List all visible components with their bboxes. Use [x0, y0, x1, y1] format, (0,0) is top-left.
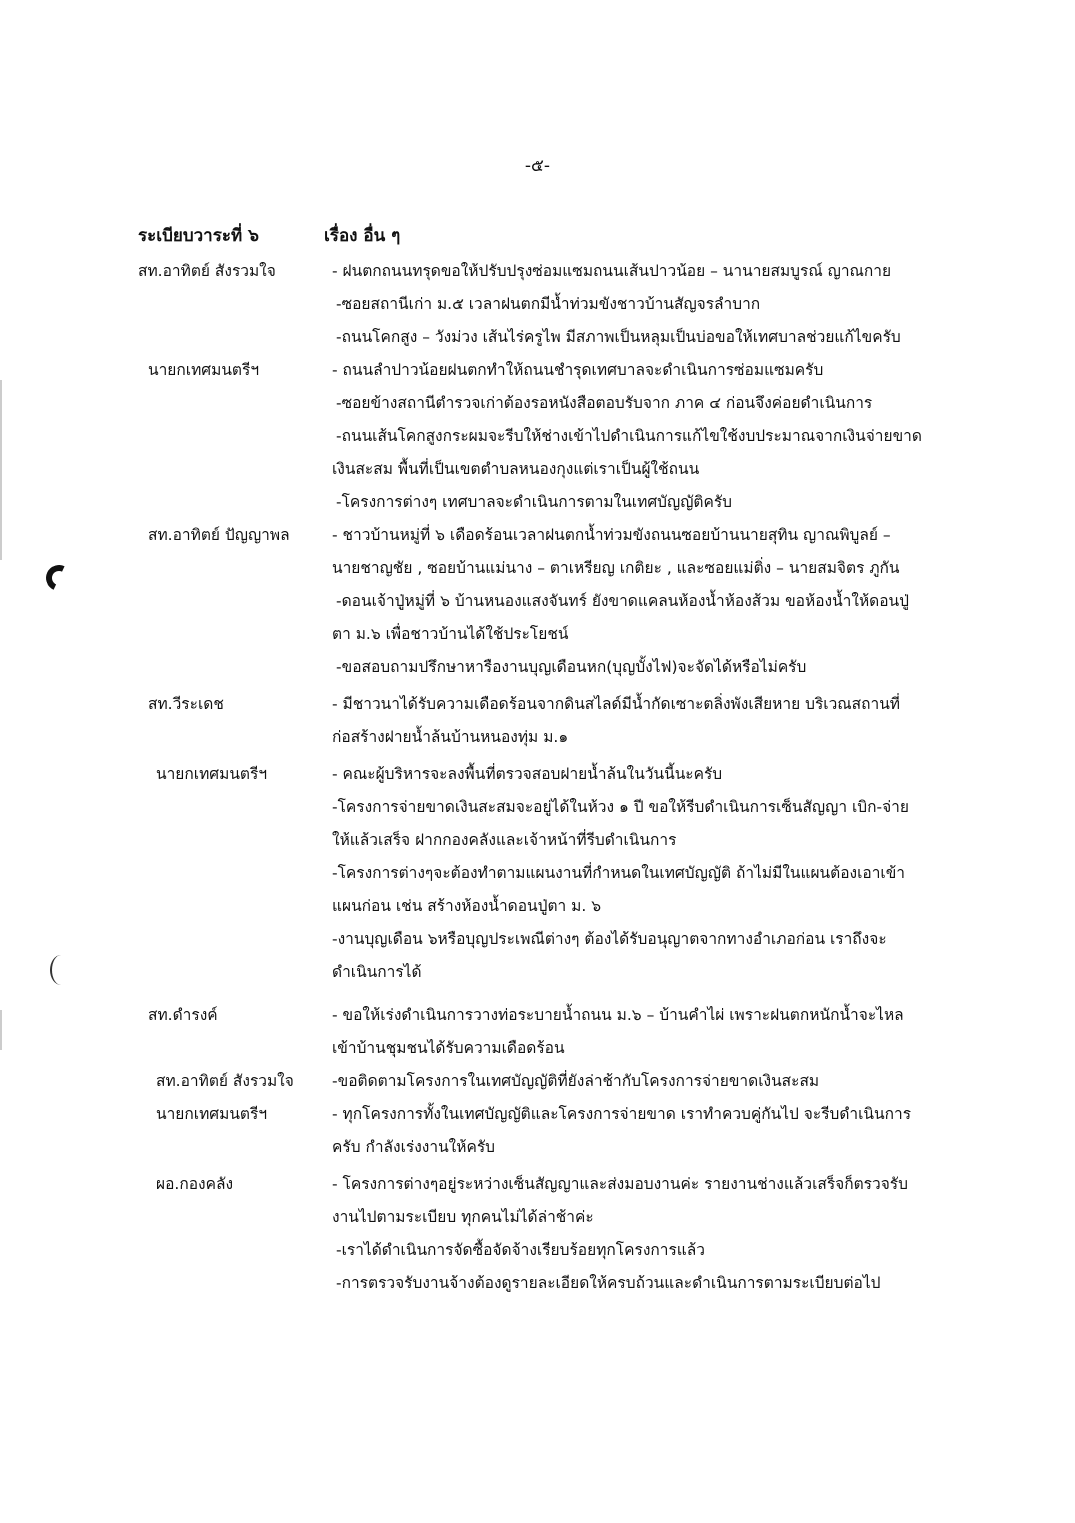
entry-line: แผนก่อน เช่น สร้างห้องน้ำดอนปู่ตา ม. ๖	[332, 897, 602, 915]
entry-line: ครับ กำลังเร่งงานให้ครับ	[332, 1138, 495, 1156]
minutes-entry	[138, 1065, 953, 1098]
entry-line: -โครงการต่างๆจะต้องทำตามแผนงานที่กำหนดในเทศบัญญัติ ถ้าไม่มีในแผนต้องเอาเข้า	[332, 864, 906, 882]
entry-line: - ชาวบ้านหมู่ที่ ๖ เดือดร้อนเวลาฝนตกน้ำท่วมขังถนนซอยบ้านนายสุทิน ญาณพิบูลย์ –	[332, 526, 891, 544]
scan-edge	[0, 380, 2, 560]
entry-line: งานไปตามระเบียบ ทุกคนไม่ได้ล่าช้าค่ะ	[332, 1208, 594, 1226]
entry-body	[332, 354, 953, 519]
punch-hole-mark	[42, 561, 75, 594]
speaker-name: นายกเทศมนตรีฯ	[156, 765, 268, 783]
margin-mark	[50, 955, 72, 985]
speaker-name: สท.อาทิตย์ สังรวมใจ	[138, 262, 276, 280]
speaker-name: นายกเทศมนตรีฯ	[148, 361, 260, 379]
speaker-name: ผอ.กองคลัง	[156, 1175, 234, 1193]
entry-line: ตา ม.๖ เพื่อชาวบ้านได้ใช้ประโยชน์	[332, 625, 569, 643]
entry-line: -งานบุญเดือน ๖หรือบุญประเพณีต่างๆ ต้องได้รับอนุญาตจากทางอำเภอก่อน เราถึงจะ	[332, 930, 887, 948]
entry-line: - ฝนตกถนนทรุดขอให้ปรับปรุงซ่อมแซมถนนเส้นปาวน้อย – นานายสมบูรณ์ ญาณกาย	[332, 262, 892, 280]
entry-line: -ขอติดตามโครงการในเทศบัญญัติที่ยังล่าช้ากับโครงการจ่ายขาดเงินสะสม	[332, 1072, 820, 1090]
entry-line: - โครงการต่างๆอยู่ระหว่างเซ็นสัญญาและส่งมอบงานค่ะ รายงานช่างแล้วเสร็จก็ตรวจรับ	[332, 1175, 908, 1193]
entry-line: นายชาญชัย , ซอยบ้านแม่นาง – ตาเหรียญ เกติยะ , และซอยแม่ติ่ง – นายสมจิตร ภูกัน	[332, 559, 900, 577]
entry-line: - มีชาวนาได้รับความเดือดร้อนจากดินสไลด์มีน้ำกัดเซาะตลิ่งพังเสียหาย บริเวณสถานที่	[332, 695, 901, 713]
minutes-entry	[138, 1098, 953, 1164]
entry-line: ให้แล้วเสร็จ ฝากกองคลังและเจ้าหน้าที่รีบดำเนินการ	[332, 831, 677, 849]
minutes-entry	[138, 999, 953, 1065]
speaker-name: นายกเทศมนตรีฯ	[156, 1105, 268, 1123]
entry-line: - ขอให้เร่งดำเนินการวางท่อระบายน้ำถนน ม.๖ – บ้านคำไผ่ เพราะฝนตกหนักน้ำจะไหล	[332, 1006, 904, 1024]
speaker-name: สท.วีระเดช	[148, 695, 224, 713]
entry-line: -ขอสอบถามปรึกษาหารืองานบุญเดือนหก(บุญบั้งไฟ)จะจัดได้หรือไม่ครับ	[336, 658, 807, 676]
entry-line: -ถนนเส้นโคกสูงกระผมจะรีบให้ช่างเข้าไปดำเนินการแก้ไขใช้งบประมาณจากเงินจ่ายขาด	[336, 427, 922, 445]
entry-line: -ซอยสถานีเก่า ม.๕ เวลาฝนตกมีน้ำท่วมขังชาวบ้านสัญจรลำบาก	[336, 295, 761, 313]
entry-body	[332, 999, 953, 1065]
entry-line: เข้าบ้านชุมชนได้รับความเดือดร้อน	[332, 1039, 565, 1057]
entry-line: ดำเนินการได้	[332, 963, 422, 981]
entry-body	[332, 1098, 953, 1164]
page-number: -๕-	[524, 156, 551, 176]
entry-body	[332, 1168, 953, 1300]
entry-line: - ทุกโครงการทั้งในเทศบัญญัติและโครงการจ่ายขาด เราทำควบคู่กันไป จะรีบดำเนินการ	[332, 1105, 912, 1123]
entry-line: - คณะผู้บริหารจะลงพื้นที่ตรวจสอบฝายน้ำล้นในวันนี้นะครับ	[332, 765, 723, 783]
speaker-name: สท.อาทิตย์ ปัญญาพล	[148, 526, 290, 544]
entry-line: -เราได้ดำเนินการจัดซื้อจัดจ้างเรียบร้อยทุกโครงการแล้ว	[336, 1241, 705, 1259]
minutes-entry	[138, 354, 953, 519]
entry-line: -โครงการจ่ายขาดเงินสะสมจะอยู่ได้ในห้วง ๑ ปี ขอให้รีบดำเนินการเซ็นสัญญา เบิก-จ่าย	[332, 798, 909, 816]
entry-line: -ถนนโคกสูง – วังม่วง เส้นไร่ครูไพ มีสภาพเป็นหลุมเป็นบ่อขอให้เทศบาลช่วยแก้ไขครับ	[336, 328, 901, 346]
entry-body	[332, 758, 953, 989]
minutes-entry	[138, 1168, 953, 1300]
minutes-entry	[138, 688, 953, 754]
entry-line: ก่อสร้างฝายน้ำล้นบ้านหนองทุ่ม ม.๑	[332, 728, 569, 746]
minutes-entry	[138, 519, 953, 684]
entry-body	[332, 1065, 953, 1098]
entry-body	[332, 688, 953, 754]
minutes-entry	[138, 255, 953, 354]
minutes-entry	[138, 758, 953, 989]
entry-line: เงินสะสม พื้นที่เป็นเขตตำบลหนองกุงแต่เราเป็นผู้ใช้ถนน	[332, 460, 700, 478]
entry-line: -ซอยข้างสถานีตำรวจเก่าต้องรอหนังสือตอบรับจาก ภาค ๔ ก่อนจึงค่อยดำเนินการ	[336, 394, 873, 412]
agenda-label: ระเบียบวาระที่ ๖	[138, 226, 259, 246]
scan-edge	[0, 1010, 2, 1050]
agenda-title: เรื่อง อื่น ๆ	[324, 226, 401, 246]
speaker-name: สท.ดำรงค์	[148, 1006, 218, 1024]
entry-line: - ถนนลำปาวน้อยฝนตกทำให้ถนนชำรุดเทศบาลจะดำเนินการซ่อมแซมครับ	[332, 361, 824, 379]
entry-body	[332, 255, 953, 354]
entry-line: -ดอนเจ้าปู่หมู่ที่ ๖ บ้านหนองแสงจันทร์ ยังขาดแคลนห้องน้ำห้องส้วม ขอห้องน้ำให้ดอนปู่	[336, 592, 909, 610]
agenda-heading	[138, 222, 953, 249]
speaker-name: สท.อาทิตย์ สังรวมใจ	[156, 1072, 294, 1090]
entry-line: -โครงการต่างๆ เทศบาลจะดำเนินการตามในเทศบัญญัติครับ	[336, 493, 733, 511]
meeting-minutes	[138, 222, 953, 1300]
entry-body	[332, 519, 953, 684]
entry-line: -การตรวจรับงานจ้างต้องดูรายละเอียดให้ครบถ้วนและดำเนินการตามระเบียบต่อไป	[336, 1274, 881, 1292]
